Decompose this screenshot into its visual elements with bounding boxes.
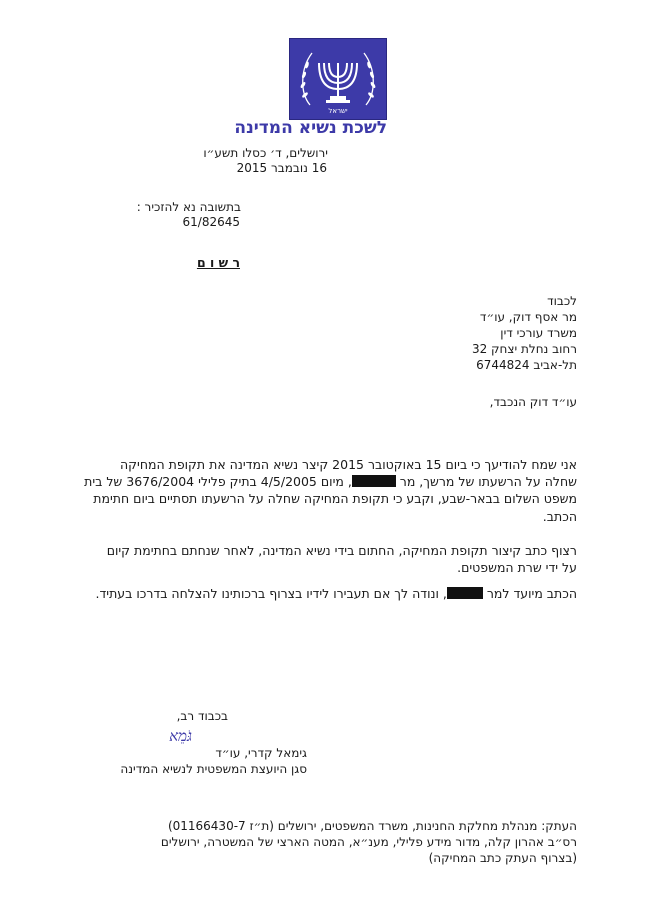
greeting: עו״ד דוק הנכבד,	[489, 395, 577, 409]
addressee-street: רחוב נחלת יצחק 32	[471, 342, 577, 356]
addressee-firm: משרד עורכי דין	[500, 326, 577, 340]
body-line	[70, 585, 577, 602]
body-text: הכתב מיועד למר	[486, 586, 577, 601]
body-line: רצוף כתב קיצור תקופת המחיקה, החתום בידי נשיא המדינה, לאחר שנחתם בחתימת קיום	[106, 543, 577, 558]
copy-note: (בצרוף העתק כתב המחיקה)	[428, 851, 577, 865]
body-paragraph-2	[70, 542, 577, 576]
reference-number: 61/82645	[182, 215, 240, 229]
hebrew-date: ירושלים, ד׳ כסלו תשע״ו	[203, 146, 328, 160]
signer-name: גימאל קדרי, עו״ד	[215, 746, 307, 760]
body-text: שחלה על הרשעתו של מרשך, מר	[399, 474, 577, 490]
addressee-salutation: לכבוד	[547, 294, 577, 308]
body-paragraph-3	[70, 585, 577, 602]
addressee-name: מר אסף דוק, עו״ד	[479, 310, 577, 324]
handwritten-signature: גֹּמֵא	[169, 727, 192, 745]
body-line: משפט השלום בבאר-שבע, וקבע כי תקופת המחיקה שחלה על הרשעתו תסתיים ביום חתימת	[93, 491, 577, 507]
addressee-city: תל-אביב 6744824	[476, 358, 577, 372]
signer-title: סגן היועצת המשפטית לנשיא המדינה	[120, 762, 307, 776]
emblem-caption: ישראל	[328, 107, 348, 115]
redaction-mark	[447, 587, 483, 599]
body-line	[70, 473, 577, 490]
copy-recipient-2: רס״ב אהרון קלה, מדור מידע פלילי, מענ״א, המטה הארצי של המשטרה, ירושלים	[160, 835, 577, 849]
body-line: הכתב.	[542, 508, 577, 524]
reference-label: בתשובה נא להזכיר :	[136, 200, 241, 214]
body-text: , מיום 4/5/2005 בתיק פלילי 3676/2004 של בית	[84, 474, 352, 490]
state-emblem	[289, 38, 387, 120]
gregorian-date: 16 נובמבר 2015	[236, 161, 327, 175]
classification-mark: ר ש ו ם	[196, 255, 240, 270]
body-line: על ידי שרת המשפטים.	[457, 560, 577, 576]
redaction-mark	[352, 475, 396, 487]
body-text: , ונודה לך אם תעבירו לידיו בצרוף ברכותינו להצלחה בדרכו בעתיד.	[95, 586, 447, 601]
body-paragraph-1	[70, 456, 577, 525]
office-name: לשכת נשיא המדינה	[234, 118, 387, 138]
copy-recipient-1: העתק: מנהלת מחלקת החנינות, משרד המשפטים, ירושלים (ת״ז 01166430-7)	[167, 819, 577, 833]
body-line: אני שמח להודיעך כי ביום 15 באוקטובר 2015 קיצר נשיא המדינה את תקופת המחיקה	[120, 457, 577, 472]
closing-regards: בכבוד רב,	[176, 709, 228, 723]
